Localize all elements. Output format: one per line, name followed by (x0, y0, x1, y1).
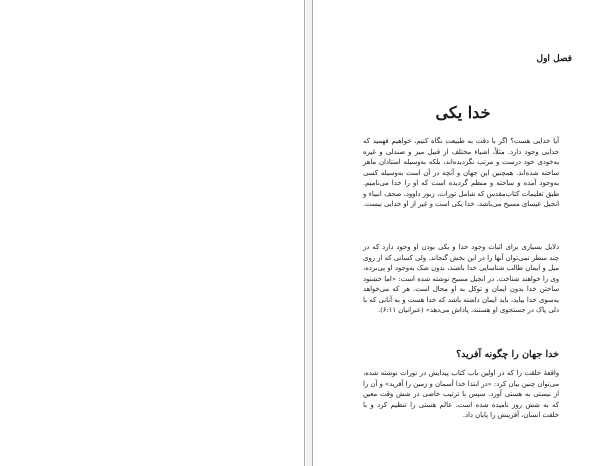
chapter-label: فصل اول (536, 54, 572, 64)
section-heading: خدا جهان را چگونه آفرید؟ (456, 349, 559, 360)
left-page (0, 0, 305, 466)
chapter-title: خدا یکی (435, 103, 491, 122)
paragraph-1 (363, 136, 559, 210)
paragraph-3 (363, 368, 559, 421)
paragraph-1-text: آیا خدایی هست؟ اگر با دقت به طبیعت نگاه کنیم، خواهیم فهمید که خدایی وجود دارد. مثلاً، اشیاء مختلف از قبیل میز و صندلی و غیره به‌خودی خود درست و مرتب نگردیده‌اند، بلکه به‌وسیله استادان ماهر ساخته شده‌اند. همچنین این جهان و آنچه در آن است به‌وسیله کسی به‌وجود آمده و ساخته و منظم گردیده است که او را خدا می‌نامیم. طبق تعلیمات کتاب‌مقدس که شامل تورات، زبور داوود، صحف انبیاء و انجیل عیسای مسیح می‌باشد، خدا یکی است و غیر از او خدایی نیست. (363, 137, 559, 208)
page-content (313, 0, 612, 466)
paragraph-2-text: دلایل بسیاری برای اثبات وجود خدا و یکی بودن او وجود دارد که در چند سطر نمی‌توان آنها را در این بخش گنجاند. ولی کسانی که از روی میل و ایمان طالب شناسایی خدا باشند، بدون شک به‌وجود او پی‌برده، وی را خواهند شناخت. در انجیل مسیح نوشته شده است: «اما خشنود ساختن خدا بدون ایمان و توکل به او محال است. هر که می‌خواهد به‌سوی خدا بیاید، باید ایمان داشته باشد که خدا هست و به آنانی که با دلی پاک در جستجوی او هستند، پاداش می‌دهد» (عبرانیان ۶:۱۱). (363, 243, 559, 314)
right-page (312, 0, 612, 466)
paragraph-2 (363, 242, 559, 316)
paragraph-3-text: واقعهٔ خلقت را که در اولین باب کتاب پیدایش در تورات نوشته شده، می‌توان چنین بیان کرد: «در ابتدا خدا آسمان و زمین را آفرید» و آن را از نیستی به هستی آورد. سپس با ترتیب خاصی در شش وقت معین که به شش روز نامیده شده است، عالم هستی را تنظیم کرد و با خلقت انسان، آفرینش را پایان داد. (363, 369, 559, 419)
